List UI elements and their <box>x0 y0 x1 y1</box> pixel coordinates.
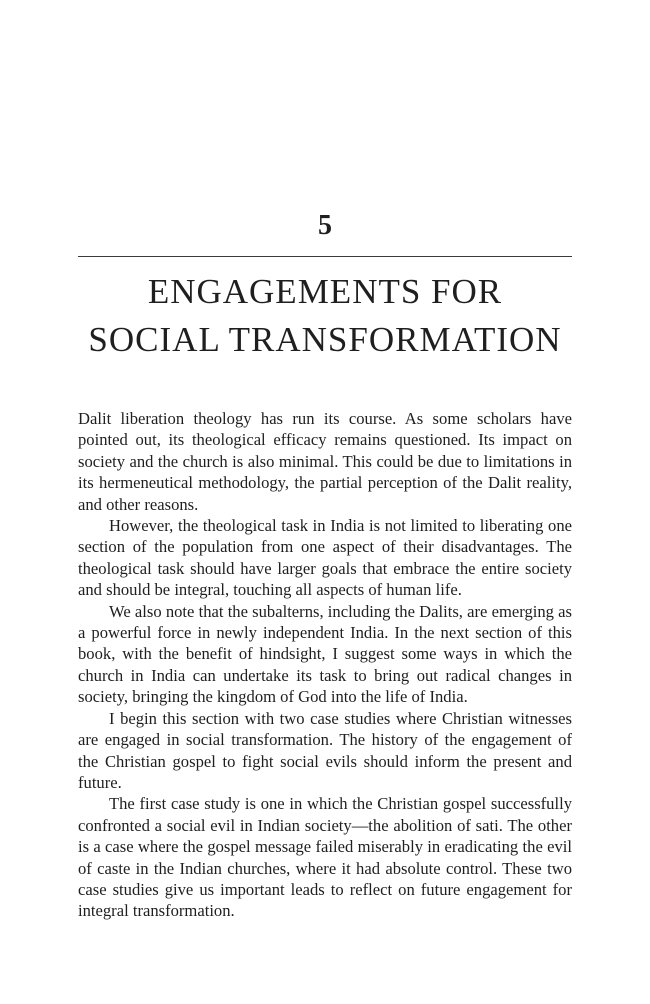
chapter-number: 5 <box>318 210 332 241</box>
chapter-title-line-1: ENGAGEMENTS FOR <box>147 272 503 311</box>
paragraph-3: We also note that the subalterns, including the Dalits, are emerging as a powerful force in newly independent India. In the next section of this book, with the benefit of hindsight, I suggest some ways in which the church in India can undertake its task to bring out radical changes in society, bringing the kingdom of God into the life of India. <box>78 601 572 707</box>
chapter-divider <box>78 256 572 257</box>
paragraph-2: However, the theological task in India is not limited to liberating one section of the population from one aspect of their disadvantages. The theological task should have larger goals that embrace the entire society and should be integral, touching all aspects of human life. <box>78 516 572 600</box>
chapter-title <box>0 268 650 364</box>
chapter-title-line-2: SOCIAL TRANSFORMATION <box>88 320 562 359</box>
body-text <box>78 408 572 922</box>
paragraph-1: Dalit liberation theology has run its course. As some scholars have pointed out, its theological efficacy remains questioned. Its impact on society and the church is also minimal. This could be due to limitations in its hermeneutical methodology, the partial perception of the Dalit reality, and other reasons. <box>78 409 572 514</box>
paragraph-4: I begin this section with two case studies where Christian witnesses are engaged in social transformation. The history of the engagement of the Christian gospel to fight social evils should inform the present and future. <box>78 708 572 792</box>
paragraph-5: The first case study is one in which the Christian gospel successfully confronted a social evil in Indian society—the abolition of sati. The other is a case where the gospel message failed miserably in eradicating the evil of caste in the Indian churches, where it had absolute control. These two case studies give us important leads to reflect on future engagement for integral transformation. <box>78 794 572 921</box>
